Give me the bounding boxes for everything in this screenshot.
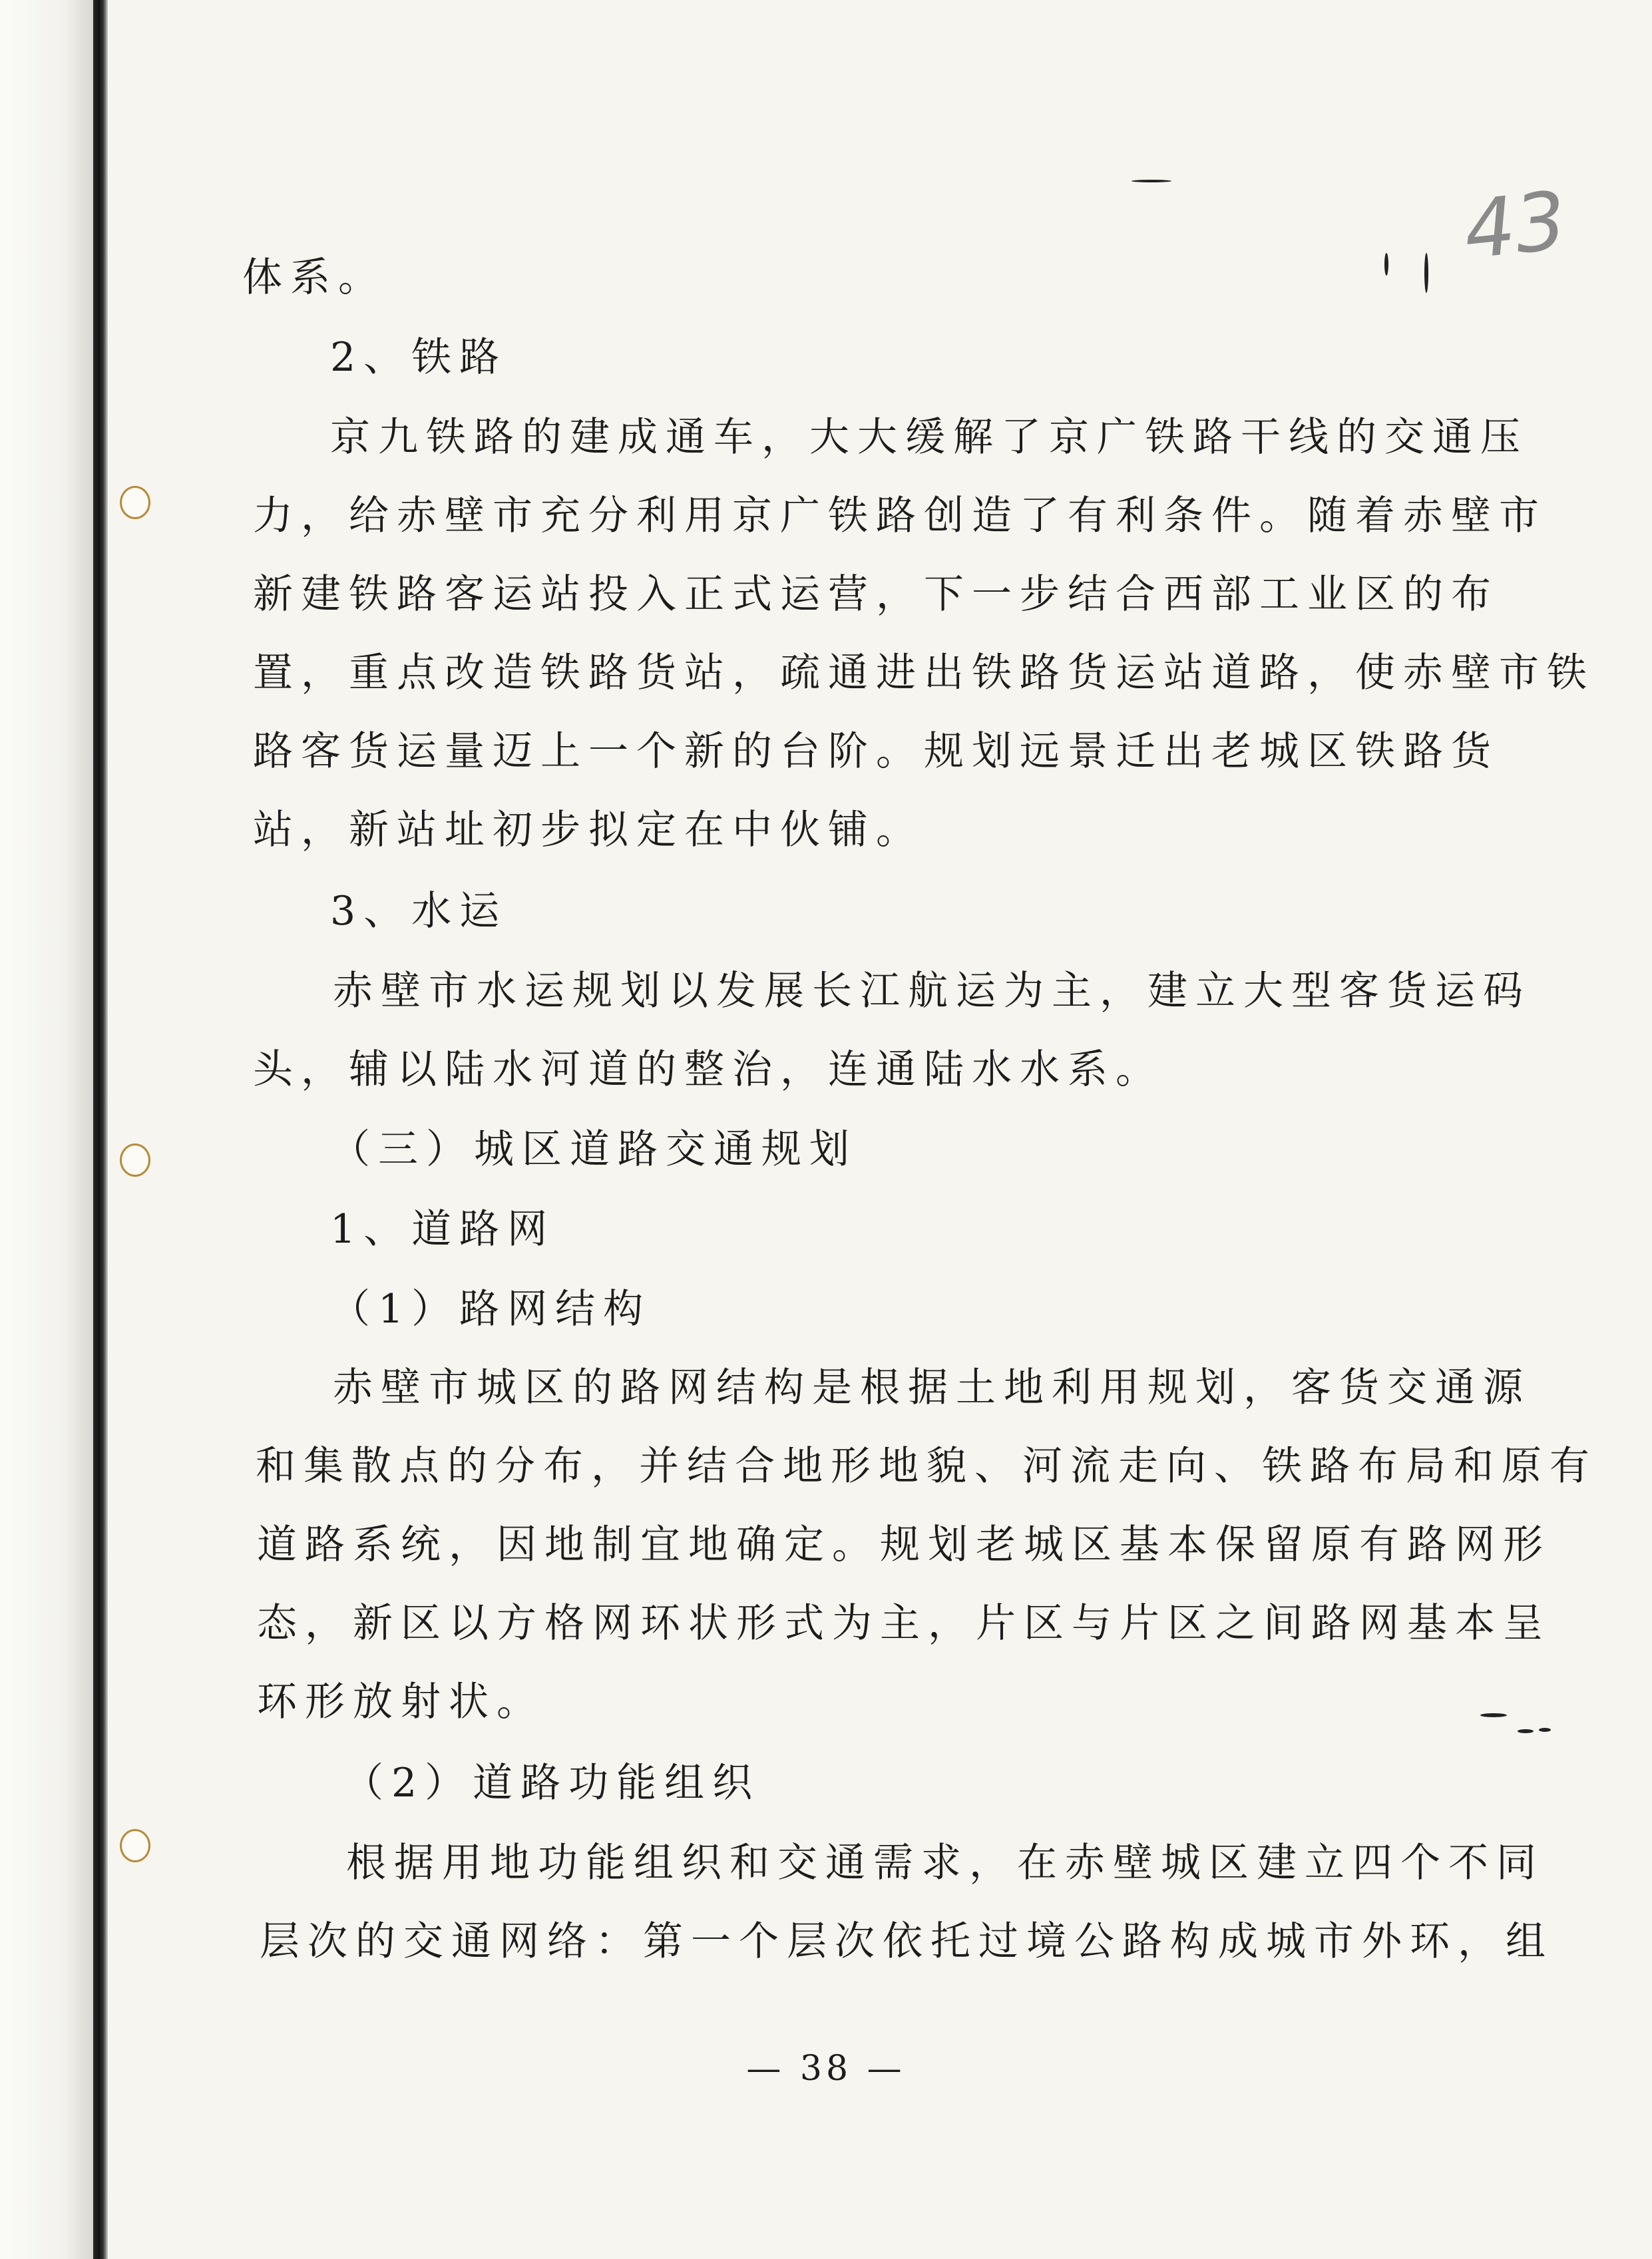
text-line: 置，重点改造铁路货站，疏通进出铁路货运站道路，使赤壁市铁 — [253, 650, 1595, 696]
text-line: 态，新区以方格网环状形式为主，片区与片区之间路网基本呈 — [257, 1600, 1551, 1647]
text-line: 头，辅以陆水河道的整治，连通陆水水系。 — [253, 1046, 1163, 1093]
punch-hole — [120, 486, 150, 519]
punch-hole — [120, 1143, 150, 1177]
section-heading-network-structure: （1）路网结构 — [330, 1286, 652, 1333]
text-line: 层次的交通网络：第一个层次依托过境公路构成城市外环，组 — [260, 1918, 1553, 1965]
text-line: 赤壁市水运规划以发展长江航运为主，建立大型客货运码 — [333, 968, 1531, 1014]
text-line: 新建铁路客运站投入正式运营，下一步结合西部工业区的布 — [253, 571, 1499, 618]
scan-speck — [1384, 253, 1388, 276]
scan-speck — [1424, 253, 1428, 293]
section-heading-waterway: 3、水运 — [330, 888, 508, 934]
scan-speck — [1480, 1713, 1507, 1717]
handwritten-page-mark: 43 — [1460, 174, 1571, 278]
text-line: 赤壁市城区的路网结构是根据土地利用规划，客货交通源 — [333, 1364, 1531, 1411]
text-line: 力，给赤壁市充分利用京广铁路创造了有利条件。随着赤壁市 — [253, 493, 1547, 539]
text-line: 道路系统，因地制宜地确定。规划老城区基本保留原有路网形 — [257, 1522, 1551, 1568]
text-line: 根据用地功能组织和交通需求，在赤壁城区建立四个不同 — [346, 1840, 1544, 1886]
page-number: — 38 — — [746, 2049, 906, 2089]
text-line: 站，新站址初步拟定在中伙铺。 — [253, 807, 924, 853]
text-line: 体系。 — [242, 254, 386, 301]
scan-speck — [1539, 1728, 1551, 1732]
text-line: 京九铁路的建成通车，大大缓解了京广铁路干线的交通压 — [330, 414, 1528, 461]
scan-speck — [1518, 1729, 1534, 1733]
text-line: 路客货运量迈上一个新的台阶。规划远景迁出老城区铁路货 — [253, 728, 1499, 775]
section-heading-road-function: （2）道路功能组织 — [343, 1760, 761, 1806]
scan-speck — [1132, 180, 1171, 182]
text-line: 和集散点的分布，并结合地形地貌、河流走向、铁路布局和原有 — [256, 1443, 1597, 1490]
section-heading-road-network: 1、道路网 — [330, 1206, 556, 1253]
text-line: 环形放射状。 — [257, 1679, 544, 1725]
section-heading-railway: 2、铁路 — [330, 334, 508, 381]
binding-edge — [93, 0, 108, 2259]
section-heading-urban-roads: （三）城区道路交通规划 — [330, 1126, 857, 1173]
binding-margin — [0, 0, 93, 2259]
punch-hole — [120, 1829, 150, 1862]
